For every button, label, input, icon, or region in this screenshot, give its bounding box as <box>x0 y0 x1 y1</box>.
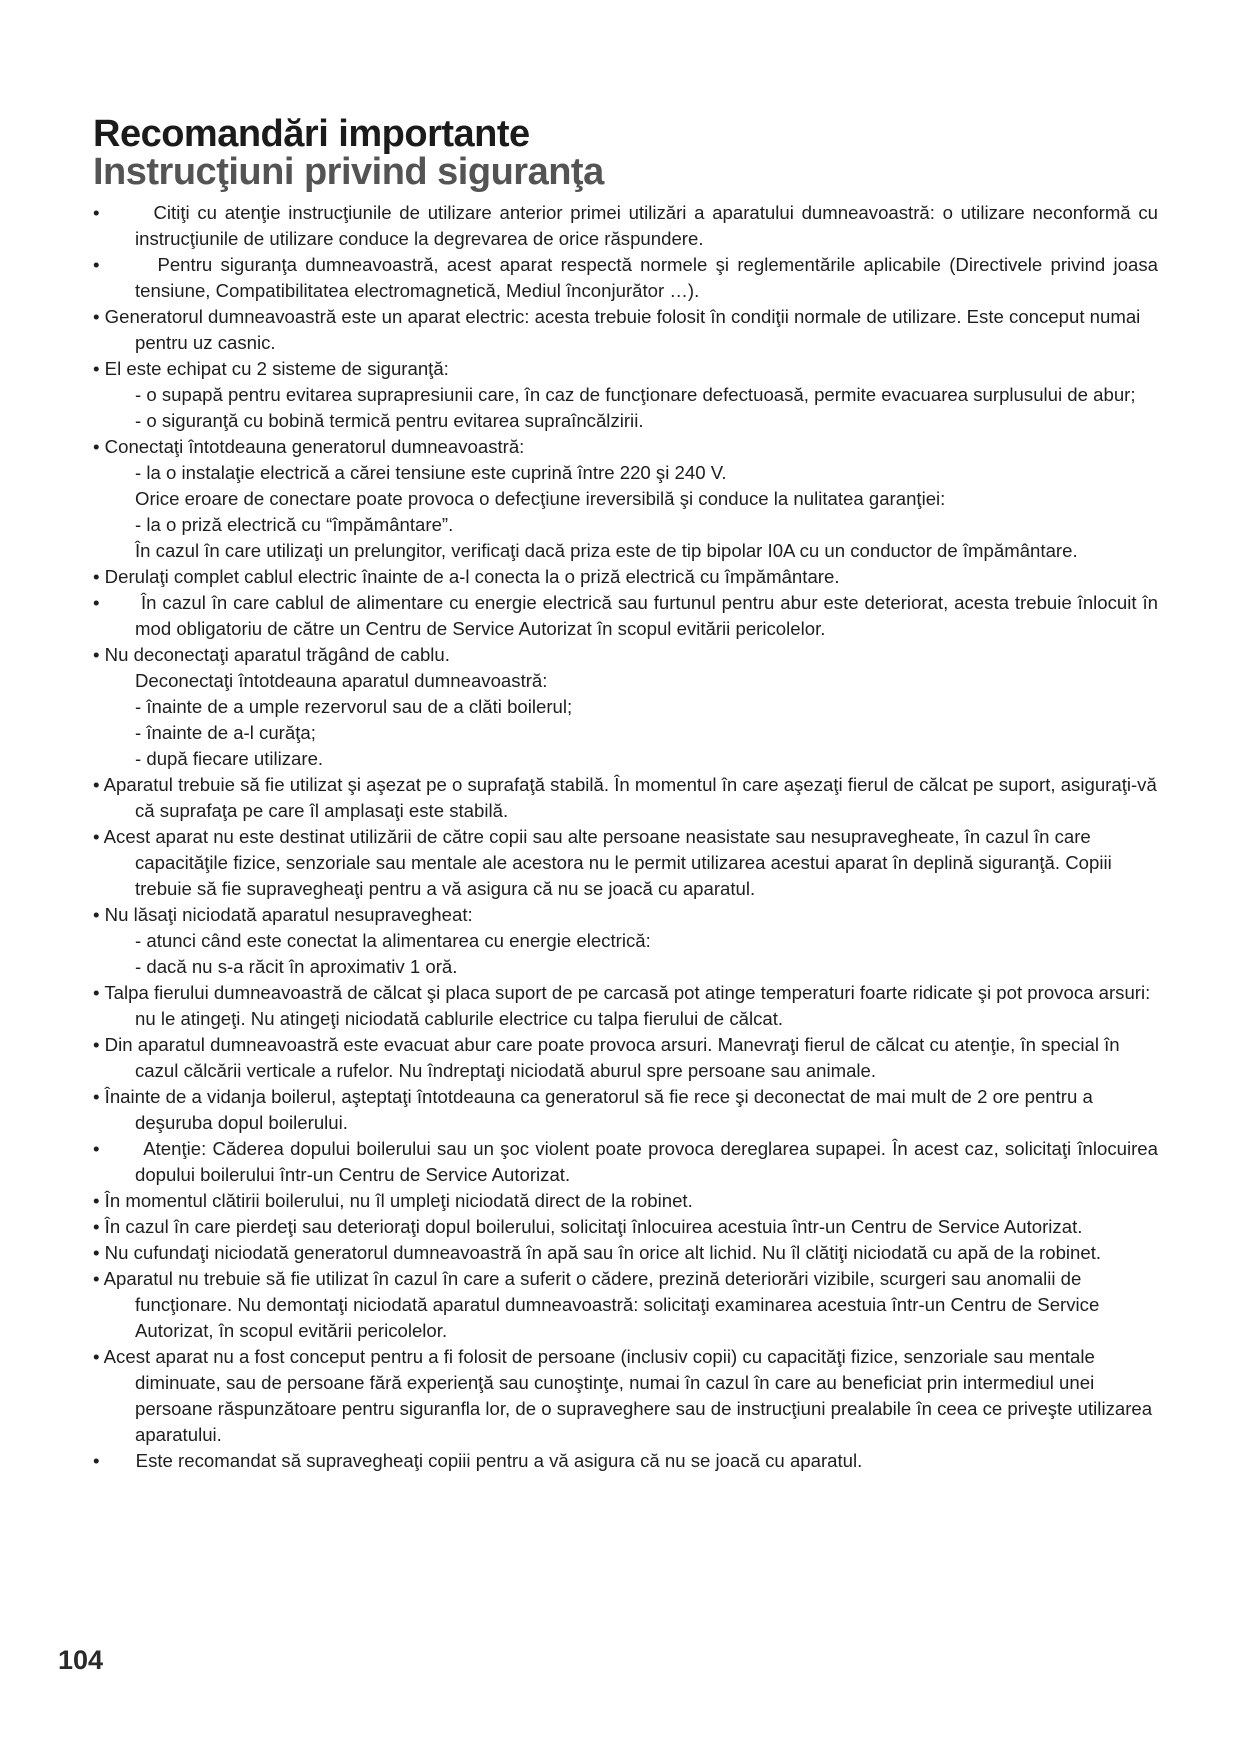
list-item: • Înainte de a vidanja boilerul, aşteptaţi întotdeauna ca generatorul să fie rece şi deconectat de mai mult de 2 ore pentru a deşuruba dopul boilerului. <box>93 1086 1093 1133</box>
list-item: • În cazul în care pierdeţi sau deterioraţi dopul boilerului, solicitaţi înlocuirea acestuia într-un Centru de Service Autorizat. <box>93 1216 1083 1237</box>
list-item: • Nu lăsaţi niciodată aparatul nesupravegheat: <box>93 904 473 925</box>
list-item: • Talpa fierului dumneavoastră de călcat şi placa suport de pe carcasă pot atinge temperaturi foarte ridicate şi pot provoca arsuri: nu le atingeţi. Nu atingeţi niciodată cablurile electrice cu talpa fierului de călcat. <box>93 982 1151 1029</box>
list-subitem: - la o instalaţie electrică a cărei tensiune este cuprină între 220 şi 240 V. <box>135 462 727 483</box>
page-number: 104 <box>58 1645 104 1675</box>
list-subitem: În cazul în care utilizaţi un prelungitor, verificaţi dacă priza este de tip bipolar I0A cu un conductor de împământare. <box>135 540 1078 561</box>
list-subitem: - înainte de a-l curăţa; <box>135 722 316 743</box>
list-item: • Aparatul trebuie să fie utilizat şi aşezat pe o suprafaţă stabilă. În momentul în care aşezaţi fierul de călcat pe suport, asiguraţi-vă că suprafaţa pe care îl amplasaţi este stabilă. <box>93 774 1157 821</box>
list-item: • Nu deconectaţi aparatul trăgând de cablu. <box>93 644 450 665</box>
list-subitem: - înainte de a umple rezervorul sau de a clăti boilerul; <box>135 696 573 717</box>
list-item: • Atenţie: Căderea dopului boilerului sau un şoc violent poate provoca dereglarea supapei. În acest caz, solicitaţi înlocuirea dopului boilerului într-un Centru de Service Autorizat. <box>93 1138 1158 1185</box>
list-item: • Derulaţi complet cablul electric înainte de a-l conecta la o priză electrică cu împământare. <box>93 566 840 587</box>
page-title: Recomandări importante <box>93 113 530 155</box>
page-subtitle: Instrucţiuni privind siguranţa <box>93 151 604 193</box>
list-subitem: - atunci când este conectat la alimentarea cu energie electrică: <box>135 930 651 951</box>
list-item: • El este echipat cu 2 sisteme de siguranţă: <box>93 358 449 379</box>
list-item: • Generatorul dumneavoastră este un aparat electric: acesta trebuie folosit în condiţii normale de utilizare. Este conceput numai pentru uz casnic. <box>93 306 1141 353</box>
list-item: • Nu cufundaţi niciodată generatorul dumneavoastră în apă sau în orice alt lichid. Nu îl clătiţi niciodată cu apă de la robinet. <box>93 1242 1102 1263</box>
list-subitem: - după fiecare utilizare. <box>135 748 324 769</box>
list-subitem: Orice eroare de conectare poate provoca o defecţiune ireversibilă şi conduce la nulitatea garanţiei: <box>135 488 946 509</box>
list-item: • Aparatul nu trebuie să fie utilizat în cazul în care a suferit o cădere, prezină deteriorări vizibile, scurgeri sau anomalii de funcţionare. Nu demontaţi niciodată aparatul dumneavoastră: solicitaţi examinarea acestuia într-un Centru de Service Autorizat, în scopul evitării pericolelor. <box>93 1268 1100 1341</box>
list-subitem: - o siguranţă cu bobină termică pentru evitarea supraîncălzirii. <box>135 410 644 431</box>
list-item: • În momentul clătirii boilerului, nu îl umpleţi niciodată direct de la robinet. <box>93 1190 693 1211</box>
list-subitem: - o supapă pentru evitarea suprapresiunii care, în caz de funcţionare defectuoasă, permite evacuarea surplusului de abur; <box>135 384 1136 405</box>
list-item: • Este recomandat să supravegheaţi copiii pentru a vă asigura că nu se joacă cu aparatul. <box>93 1450 863 1471</box>
list-item: • Din aparatul dumneavoastră este evacuat abur care poate provoca arsuri. Manevraţi fierul de călcat cu atenţie, în special în cazul călcării verticale a rufelor. Nu îndreptaţi niciodată aburul spre persoane sau animale. <box>93 1034 1120 1081</box>
list-subitem: Deconectaţi întotdeauna aparatul dumneavoastră: <box>135 670 548 691</box>
safety-instructions-list <box>93 200 1158 1474</box>
list-subitem: - la o priză electrică cu “împământare”. <box>135 514 454 535</box>
list-item: • Pentru siguranţa dumneavoastră, acest aparat respectă normele şi reglementările aplicabile (Directivele privind joasa tensiune, Compatibilitatea electromagnetică, Mediul înconjurător …). <box>93 254 1158 301</box>
list-item: • Citiţi cu atenţie instrucţiunile de utilizare anterior primei utilizări a aparatului dumneavoastră: o utilizare neconformă cu instrucţiunile de utilizare conduce la degrevarea de orice răspundere. <box>93 202 1158 249</box>
list-item: • În cazul în care cablul de alimentare cu energie electrică sau furtunul pentru abur este deteriorat, acesta trebuie înlocuit în mod obligatoriu de către un Centru de Service Autorizat în scopul evitării pericolelor. <box>93 592 1158 639</box>
list-subitem: - dacă nu s-a răcit în aproximativ 1 oră. <box>135 956 458 977</box>
list-item: • Acest aparat nu este destinat utilizării de către copii sau alte persoane neasistate sau nesupravegheate, în cazul în care capacităţile fizice, senzoriale sau mentale ale acestora nu le permit utilizarea acestui aparat în deplină siguranţă. Copiii trebuie să fie supravegheaţi pentru a vă asigura că nu se joacă cu aparatul. <box>93 826 1112 899</box>
list-item: • Acest aparat nu a fost conceput pentru a fi folosit de persoane (inclusiv copii) cu capacităţi fizice, senzoriale sau mentale diminuate, sau de persoane fără experienţă sau cunoştinţe, numai în cazul în care au beneficiat prin intermediul unei persoane răspunzătoare pentru siguranfla lor, de o supraveghere sau de instrucţiuni prealabile în ceea ce priveşte utilizarea aparatului. <box>93 1346 1153 1445</box>
list-item: • Conectaţi întotdeauna generatorul dumneavoastră: <box>93 436 525 457</box>
